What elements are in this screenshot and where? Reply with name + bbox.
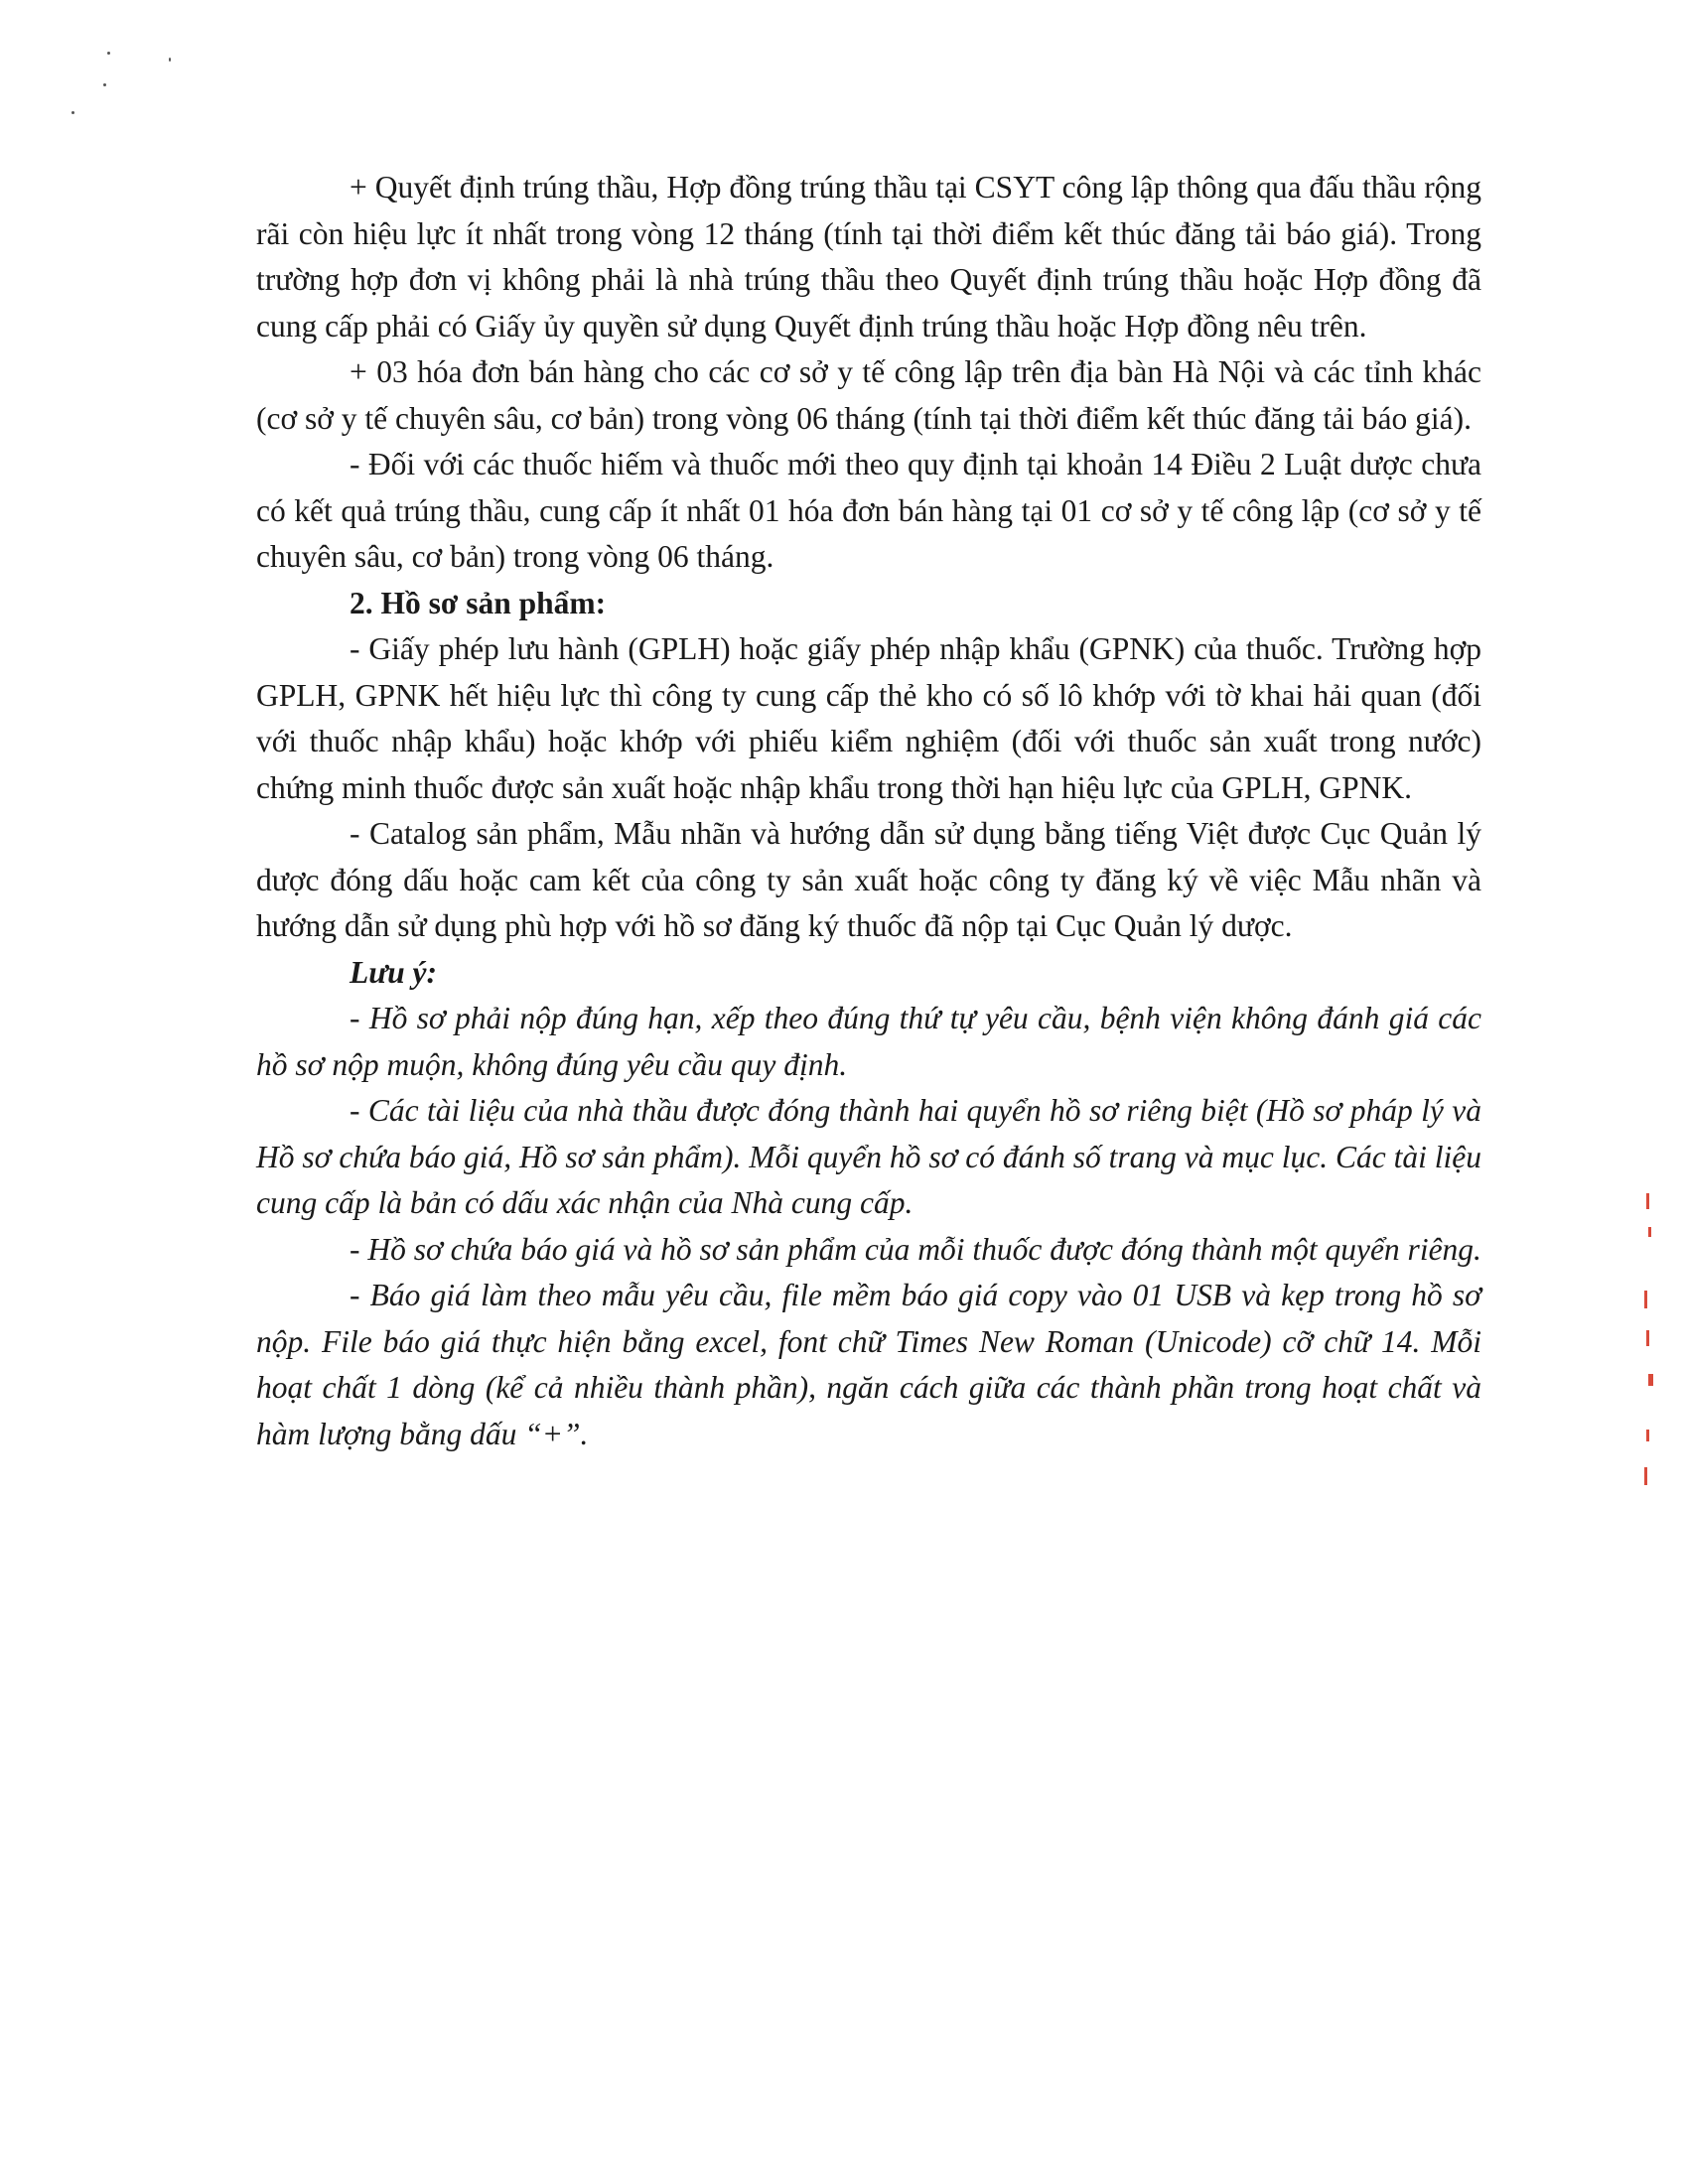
paragraph-rare-new-drugs: - Đối với các thuốc hiếm và thuốc mới theo quy định tại khoản 14 Điều 2 Luật dược chưa có kết quả trúng thầu, cung cấp ít nhất 01 hóa đơn bán hàng tại 01 cơ sở y tế công lập (cơ sở y tế chuyên sâu, cơ bản) trong vòng 06 tháng. <box>256 447 1481 574</box>
note-title: Lưu ý: <box>350 954 437 990</box>
note-item-separate-volume: - Hồ sơ chứa báo giá và hồ sơ sản phẩm của mỗi thuốc được đóng thành một quyển riêng. <box>350 1231 1481 1267</box>
document-body <box>256 165 1481 1457</box>
paragraph-catalog: - Catalog sản phẩm, Mẫu nhãn và hướng dẫn sử dụng bằng tiếng Việt được Cục Quản lý dược đóng dấu hoặc cam kết của công ty sản xuất hoặc công ty đăng ký về việc Mẫu nhãn và hướng dẫn sử dụng phù hợp với hồ sơ đăng ký thuốc đã nộp tại Cục Quản lý dược. <box>256 816 1481 943</box>
note-item-two-volumes: - Các tài liệu của nhà thầu được đóng thành hai quyển hồ sơ riêng biệt (Hồ sơ pháp lý và Hồ sơ chứa báo giá, Hồ sơ sản phẩm). Mỗi quyển hồ sơ có đánh số trang và mục lục. Các tài liệu cung cấp là bản có dấu xác nhận của Nhà cung cấp. <box>256 1093 1481 1220</box>
stamp-bleed-mark <box>1646 1193 1649 1209</box>
paragraph-decision-contract: + Quyết định trúng thầu, Hợp đồng trúng thầu tại CSYT công lập thông qua đấu thầu rộng rãi còn hiệu lực ít nhất trong vòng 12 tháng (tính tại thời điểm kết thúc đăng tải báo giá). Trong trường hợp đơn vị không phải là nhà trúng thầu theo Quyết định trúng thầu hoặc Hợp đồng đã cung cấp phải có Giấy ủy quyền sử dụng Quyết định trúng thầu hoặc Hợp đồng nêu trên. <box>256 170 1481 343</box>
paragraph-license: - Giấy phép lưu hành (GPLH) hoặc giấy phép nhập khẩu (GPNK) của thuốc. Trường hợp GPLH, GPNK hết hiệu lực thì công ty cung cấp thẻ kho có số lô khớp với tờ khai hải quan (đối với thuốc nhập khẩu) hoặc khớp với phiếu kiểm nghiệm (đối với thuốc sản xuất trong nước) chứng minh thuốc được sản xuất hoặc nhập khẩu trong thời hạn hiệu lực của GPLH, GPNK. <box>256 631 1481 805</box>
note-item-deadline: - Hồ sơ phải nộp đúng hạn, xếp theo đúng thứ tự yêu cầu, bệnh viện không đánh giá các hồ sơ nộp muộn, không đúng yêu cầu quy định. <box>256 1001 1481 1082</box>
stamp-bleed-mark <box>1644 1467 1647 1485</box>
stamp-bleed-mark <box>1644 1291 1647 1308</box>
stamp-bleed-mark <box>1648 1374 1653 1386</box>
scan-speck <box>71 111 74 114</box>
scan-speck <box>169 58 171 62</box>
stamp-bleed-mark <box>1646 1430 1649 1441</box>
scan-speck <box>103 83 106 86</box>
paragraph-invoices: + 03 hóa đơn bán hàng cho các cơ sở y tế công lập trên địa bàn Hà Nội và các tỉnh khác (cơ sở y tế chuyên sâu, cơ bản) trong vòng 06 tháng (tính tại thời điểm kết thúc đăng tải báo giá). <box>256 354 1481 436</box>
note-item-quotation-file: - Báo giá làm theo mẫu yêu cầu, file mềm báo giá copy vào 01 USB và kẹp trong hồ sơ nộp. File báo giá thực hiện bằng excel, font chữ Times New Roman (Unicode) cỡ chữ 14. Mỗi hoạt chất 1 dòng (kể cả nhiều thành phần), ngăn cách giữa các thành phần trong hoạt chất và hàm lượng bằng dấu “+”. <box>256 1278 1481 1451</box>
scan-speck <box>107 52 110 55</box>
stamp-bleed-mark <box>1646 1330 1649 1346</box>
section-heading-product-dossier: 2. Hồ sơ sản phẩm: <box>350 585 607 620</box>
stamp-bleed-mark <box>1648 1227 1651 1237</box>
